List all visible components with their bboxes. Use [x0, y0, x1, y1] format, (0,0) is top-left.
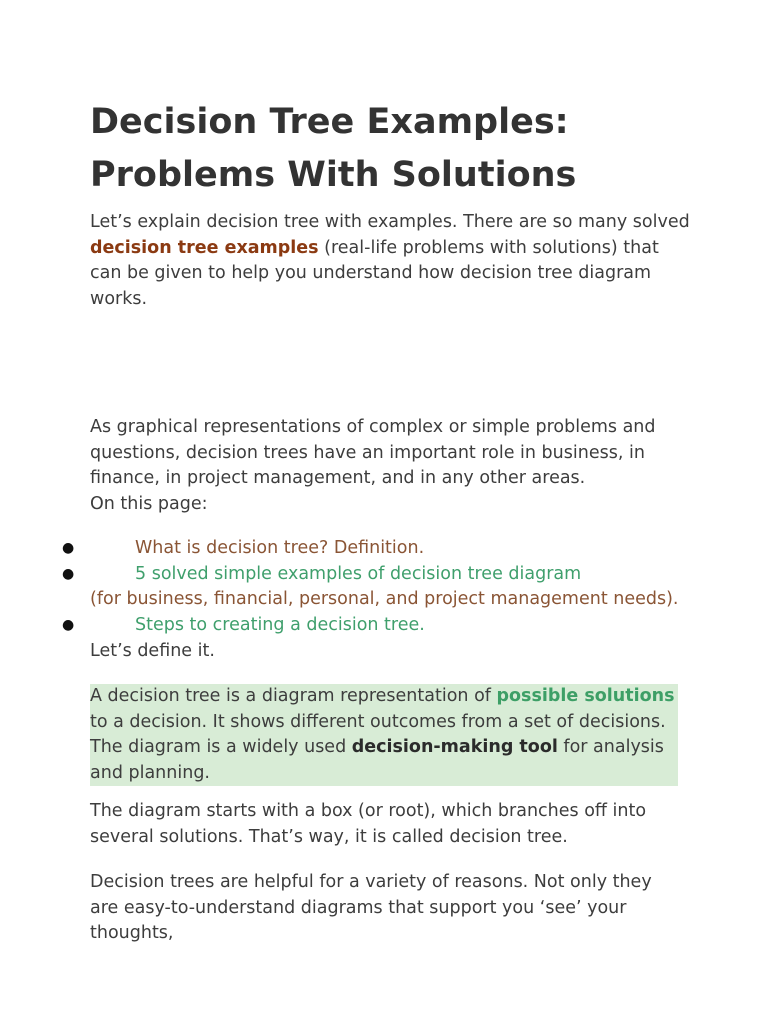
- definition-highlight-box: [90, 684, 678, 786]
- toc-item-examples: [0, 562, 700, 613]
- toc-link-steps[interactable]: Steps to creating a decision tree.: [135, 614, 425, 635]
- intro-text-after: (real-life problems with solutions) that can be given to help you understand how decision tree diagram works.: [90, 237, 659, 309]
- toc-item-definition: [0, 536, 700, 562]
- intro-text-before: Let’s explain decision tree with examples. There are so many solved: [90, 212, 690, 232]
- intro-paragraph: [90, 210, 690, 312]
- on-this-page-label: On this page:: [90, 494, 208, 514]
- highlight-text-middle: to a decision. It shows different outcomes from a set of decisions. The diagram is a widely used: [90, 711, 666, 757]
- bullet-icon: ●: [62, 616, 75, 633]
- bullet-icon: ●: [62, 540, 75, 556]
- toc-link-definition[interactable]: What is decision tree? Definition.: [135, 538, 425, 558]
- possible-solutions-text: possible solutions: [496, 686, 675, 706]
- graphical-representations-paragraph: As graphical representations of complex or simple problems and questions, decision trees have an important role in business, in finance, in project management, and in any other areas.: [90, 417, 656, 488]
- toc-link-examples-subtitle[interactable]: (for business, financial, personal, and project management needs).: [90, 589, 679, 609]
- highlight-text-after: for analysis and planning.: [90, 737, 664, 783]
- toc-item-steps: [0, 613, 700, 639]
- page-title: Decision Tree Examples: Problems With Solutions: [90, 102, 577, 195]
- decision-tree-examples-link[interactable]: decision tree examples: [90, 237, 319, 258]
- toc-link-examples[interactable]: 5 solved simple examples of decision tree diagram: [135, 563, 582, 584]
- bullet-icon: ●: [62, 565, 75, 582]
- helpful-reasons-paragraph: Decision trees are helpful for a variety of reasons. Not only they are easy-to-understand diagrams that support you ‘see’ your thoughts,: [90, 872, 652, 943]
- diagram-starts-paragraph: The diagram starts with a box (or root), which branches off into several solutions. That’s way, it is called decision tree.: [90, 801, 647, 847]
- define-it-text: Let’s define it.: [90, 641, 215, 661]
- table-of-contents: [0, 536, 700, 638]
- highlight-text-before: A decision tree is a diagram representation of: [90, 686, 497, 706]
- decision-making-tool-text: decision-making tool: [351, 737, 558, 757]
